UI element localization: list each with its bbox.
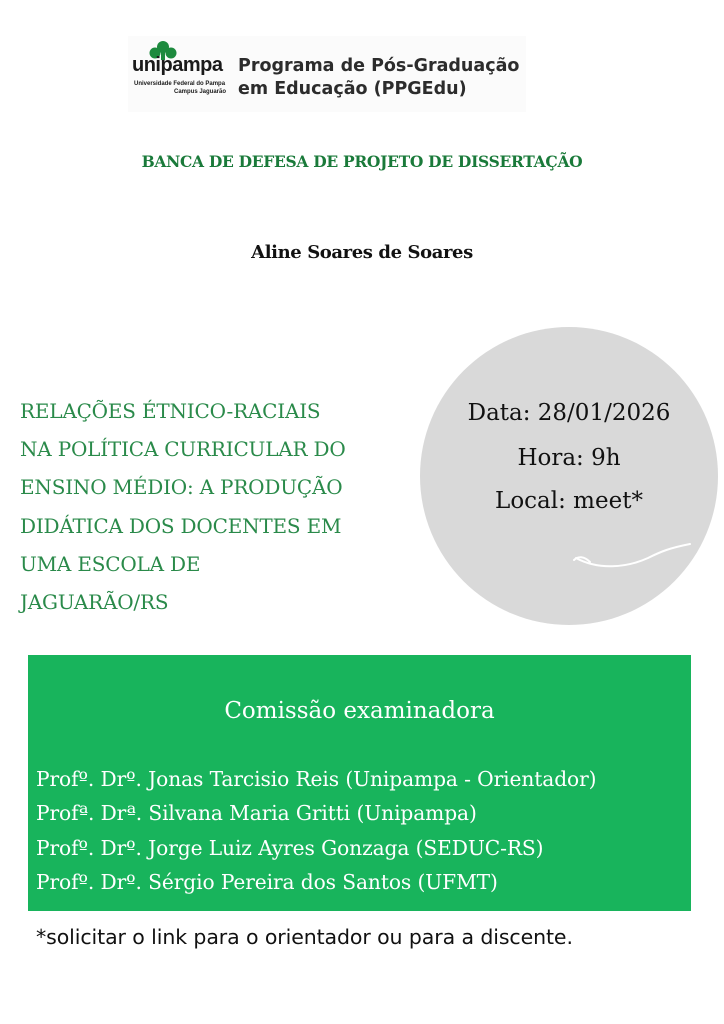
schedule-time: Hora: 9h <box>517 445 621 471</box>
logo-wordmark: unipampa <box>132 54 223 76</box>
title-line: ENSINO MÉDIO: A PRODUÇÃO <box>20 475 343 500</box>
title-line: JAGUARÃO/RS <box>20 590 169 615</box>
schedule-date: Data: 28/01/2026 <box>467 400 671 426</box>
logo-subtitle-campus: Campus Jaguarão <box>174 89 227 95</box>
committee-title: Comissão examinadora <box>224 698 495 724</box>
program-name-line-2: em Educação (PPGEdu) <box>238 79 467 99</box>
committee-member: Profª. Drª. Silvana Maria Gritti (Unipampa) <box>36 801 477 825</box>
swirl-arrow-icon <box>570 536 694 572</box>
title-line: UMA ESCOLA DE <box>20 551 201 576</box>
logo-subtitle-university: Universidade Federal do Pampa <box>134 81 226 87</box>
event-type-heading: BANCA DE DEFESA DE PROJETO DE DISSERTAÇÃO <box>141 152 583 171</box>
program-name-line-1: Programa de Pós-Graduação <box>238 56 520 76</box>
schedule-place: Local: meet* <box>495 488 643 514</box>
committee-member: Profº. Drº. Sérgio Pereira dos Santos (UFMT) <box>36 870 498 894</box>
committee-member: Profº. Drº. Jorge Luiz Ayres Gonzaga (SEDUC-RS) <box>36 836 544 860</box>
title-line: DIDÁTICA DOS DOCENTES EM <box>20 513 342 538</box>
dissertation-title <box>20 392 440 621</box>
footnote: *solicitar o link para o orientador ou para a discente. <box>36 925 573 949</box>
schedule-circle <box>420 327 718 625</box>
author-name: Aline Soares de Soares <box>251 242 473 263</box>
title-line: RELAÇÕES ÉTNICO-RACIAIS <box>20 399 321 423</box>
committee-member: Profº. Drº. Jonas Tarcisio Reis (Unipampa - Orientador) <box>36 767 597 791</box>
title-line: NA POLÍTICA CURRICULAR DO <box>20 437 346 462</box>
